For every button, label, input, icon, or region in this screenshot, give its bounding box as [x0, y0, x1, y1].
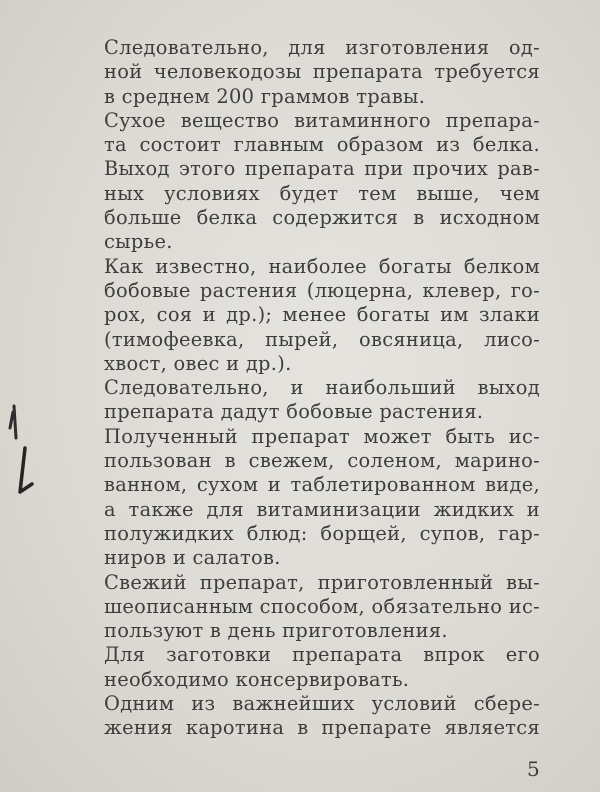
text-line: Полученный препарат может быть ис- [104, 424, 540, 448]
text-line: ной человекодозы препарата требуется [104, 60, 540, 84]
text-line: в среднем 200 граммов травы. [104, 84, 426, 108]
text-line: шеописанным способом, обязательно ис- [104, 594, 540, 618]
text-line: Свежий препарат, приготовленный вы- [104, 570, 540, 594]
pencil-margin-marks [0, 380, 60, 520]
paragraph-2 [104, 109, 540, 255]
text-line: ниров и салатов. [104, 546, 281, 570]
text-line: Одним из важнейших условий сбере- [104, 692, 540, 716]
text-line: Следовательно, и наибольший выход [104, 376, 540, 400]
paragraph-8 [104, 692, 540, 741]
text-line: Выход этого препарата при прочих рав- [104, 157, 540, 181]
text-line: препарата дадут бобовые растения. [104, 400, 484, 424]
text-line: сырье. [104, 230, 173, 254]
paragraph-7 [104, 643, 540, 692]
text-line: (тимофеевка, пырей, овсяница, лисо- [104, 327, 540, 351]
text-line: полужидких блюд: борщей, супов, гар- [104, 521, 540, 545]
text-line: а также для витаминизации жидких и [104, 497, 540, 521]
text-line: ных условиях будет тем выше, чем [104, 181, 540, 205]
text-line: Сухое вещество витаминного препара- [104, 108, 540, 132]
paragraph-5 [104, 425, 540, 571]
text-line: Для заготовки препарата впрок его [104, 643, 540, 667]
text-line: пользуют в день приготовления. [104, 619, 448, 643]
paragraph-6 [104, 571, 540, 644]
text-line: больше белка содержится в исходном [104, 206, 540, 230]
text-line: та состоит главным образом из белка. [104, 133, 540, 157]
text-line: хвост, овес и др.). [104, 351, 292, 375]
paragraph-1 [104, 36, 540, 109]
page-number: 5 [527, 757, 540, 781]
text-line: жения каротина в препарате является [104, 716, 540, 740]
paragraph-3 [104, 255, 540, 376]
text-line: необходимо консервировать. [104, 667, 410, 691]
body-text [104, 36, 540, 741]
text-line: пользован в свежем, соленом, марино- [104, 449, 540, 473]
paragraph-4 [104, 376, 540, 425]
text-line: Следовательно, для изготовления од- [104, 36, 540, 59]
text-line: бобовые растения (люцерна, клевер, го- [104, 278, 540, 302]
text-line: Как известно, наиболее богаты белком [104, 254, 540, 278]
pencil-mark-upper [10, 406, 16, 438]
text-line: ванном, сухом и таблетированном виде, [104, 473, 540, 497]
pencil-mark-lower [20, 448, 32, 492]
text-line: рох, соя и др.); менее богаты им злаки [104, 303, 540, 327]
